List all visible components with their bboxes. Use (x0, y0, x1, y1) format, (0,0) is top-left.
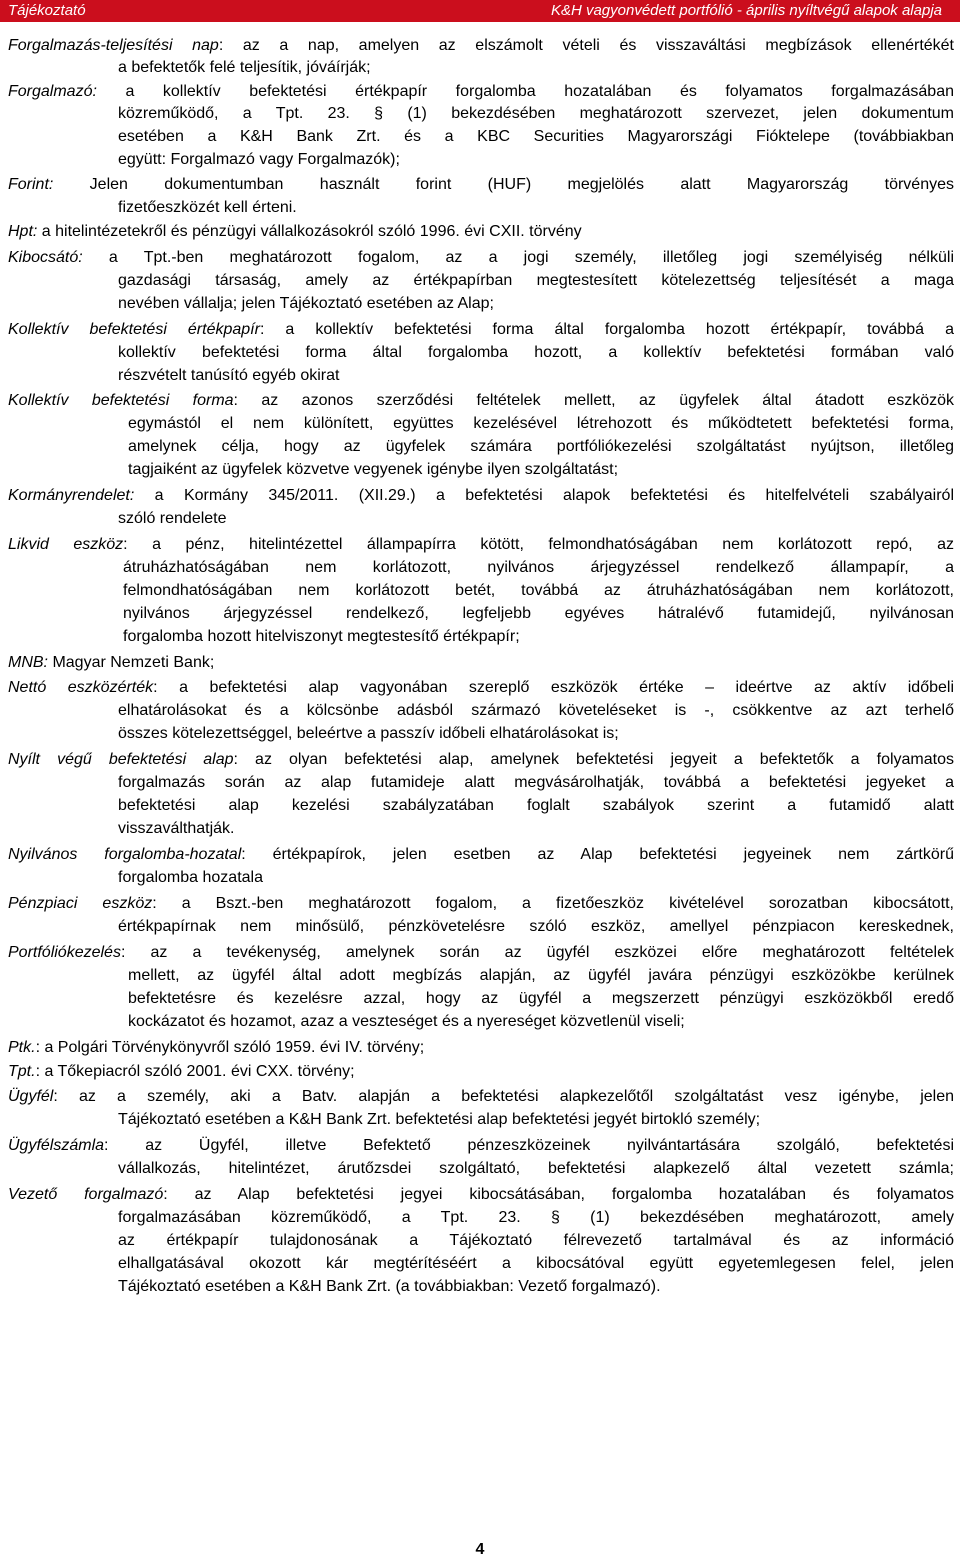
definition-line: Tájékoztató esetében a K&H Bank Zrt. befektetési alap befektetési jegyét birtokló személy; (118, 1111, 761, 1128)
definition-line: egymástól el nem különített, együttes kezelésével létrehozott és működtetett befektetési forma, (128, 415, 954, 432)
definition-line: közreműködő, a Tpt. 23. § (1) bekezdésében meghatározott szervezet, jelen dokumentum (118, 105, 954, 122)
definition-term: Kollektív befektetési forma (8, 392, 234, 409)
definition-line: gazdasági társaság, amely az értékpapírban megtestesített kötelezettség teljesítését a maga (118, 272, 954, 289)
definition-line: forgalmazásában közreműködő, a Tpt. 23. § (1) bekezdésében meghatározott, amely (118, 1209, 954, 1226)
definition-text: : az azonos szerződési feltételek mellett, az ügyfelek által átadott eszközök (233, 392, 954, 409)
definition-text: a kollektív befektetési értékpapír forgalomba hozatalában és folyamatos forgalmazásában (96, 83, 954, 100)
definition-term: Hpt: (8, 223, 38, 240)
definition-line: elhatárolásokat és a kölcsönbe adásból származó követeléseket is -, csökkentve az azt terhelő (118, 702, 954, 719)
definition-text: : az olyan befektetési alap, amelynek befektetési jegyeit a befektetők a folyamatos (233, 751, 954, 768)
definition-line (8, 1085, 954, 1108)
definition-text: Magyar Nemzeti Bank; (48, 654, 215, 671)
definition-text: a Tpt.-ben meghatározott fogalom, az a jogi személy, illetőleg jogi személyiség nélküli (82, 249, 954, 266)
definition-text: : a Tőkepiacról szóló 2001. évi CXX. törvény; (35, 1063, 355, 1080)
definition-line (8, 1060, 708, 1083)
definition-line (8, 1183, 954, 1206)
definition-text: : a Bszt.-ben meghatározott fogalom, a fizetőeszköz kivételével sorozatban kibocsátott, (152, 895, 954, 912)
definition-line: tagjaiként az ügyfelek közvetve vegyenek igénybe ilyen szolgáltatást; (128, 461, 619, 478)
header-right-title: K&H vagyonvédett portfólió - április nyíltvégű alapok alapja (550, 2, 942, 19)
definition-text: Jelen dokumentumban használt forint (HUF) megjelölés alatt Magyarország törvényes (53, 176, 954, 193)
definition-line: nyilvános árjegyzéssel rendelkező, legfeljebb egyéves hátralévő futamidejű, nyilvánosan (123, 605, 954, 622)
definition-line (8, 1134, 954, 1157)
definition-line: elhallgatásával okozott kár megtérítéséért a kibocsátóval együtt egyetemlegesen felel, jelen (118, 1255, 954, 1272)
definition-line: felmondhatóságában nem korlátozott betét, továbbá az átruházhatóságában nem korlátozott, (123, 582, 954, 599)
definition-line: részvételt tanúsító egyéb okirat (118, 367, 340, 384)
definition-line: esetében a K&H Bank Zrt. és a KBC Securities Magyarországi Fióktelepe (továbbiakban (118, 128, 954, 145)
definition-text: : a pénz, hitelintézettel állampapírra kötött, felmondhatóságában nem korlátozott repó, az (123, 536, 954, 553)
definition-line (8, 651, 608, 674)
definition-term: Likvid eszköz (8, 536, 124, 553)
definition-term: Portfóliókezelés (8, 944, 121, 961)
definition-line: átruházhatóságában nem korlátozott, nyilvános árjegyzéssel rendelkező állampapír, a (123, 559, 954, 576)
definition-term: Kormányrendelet: (8, 487, 135, 504)
definition-text: : a Polgári Törvénykönyvről szóló 1959. évi IV. törvény; (35, 1039, 425, 1056)
definition-text: : az Alap befektetési jegyei kibocsátásában, forgalomba hozatalában és folyamatos (163, 1186, 954, 1203)
definition-line (8, 676, 954, 699)
definition-line: értékpapírnak nem minősülő, pénzkövetelésre szóló eszköz, amellyel pénzpiacon kereskednek, (118, 918, 954, 935)
definition-term: Tpt. (8, 1063, 36, 1080)
definition-line (8, 748, 954, 771)
definition-line (8, 941, 954, 964)
definition-term: Ügyfélszámla (8, 1137, 105, 1154)
definition-line: visszaválthatják. (118, 820, 235, 837)
definition-line: az értékpapír tulajdonosának a Tájékoztató félrevezető tartalmával és az információ (118, 1232, 954, 1249)
definition-text: : az a nap, amelyen az elszámolt vételi és visszaváltási megbízások ellenértékét (218, 37, 954, 54)
definition-term: Forgalmazás-teljesítési nap (8, 37, 219, 54)
definition-line: a befektetők felé teljesítik, jóváírják; (118, 59, 371, 76)
definition-line: befektetésre és kezelésre azzal, hogy az ügyfél a megszerzett pénzügyi eszközökből eredő (128, 990, 954, 1007)
definition-line: együtt: Forgalmazó vagy Forgalmazók); (118, 151, 400, 168)
definition-term: Nettó eszközérték (8, 679, 154, 696)
definition-line: forgalomba hozatala (118, 869, 263, 886)
definition-term: Nyilvános forgalomba-hozatal (8, 846, 242, 863)
definition-line (8, 484, 954, 507)
header-left-title: Tájékoztató (8, 2, 86, 19)
definition-line (8, 34, 954, 57)
definition-line (8, 389, 954, 412)
page-number: 4 (475, 1541, 485, 1558)
definition-line: forgalmazás során az alap futamideje alatt megvásárolhatják, továbbá a befektetési jegyeket a (118, 774, 954, 791)
definition-line (8, 220, 954, 243)
definition-text: : a befektetési alap vagyonában szereplő eszközök értéke – ideértve az aktív időbeli (153, 679, 954, 696)
definition-line: befektetési alap kezelési szabályzatában foglalt szabályok szerint a futamidő alatt (118, 797, 954, 814)
definition-line (8, 246, 954, 269)
definition-line (8, 892, 954, 915)
definition-term: Vezető forgalmazó (8, 1186, 164, 1203)
definition-line: vállalkozás, hitelintézet, árutőzsdei szolgáltató, befektetési alapkezelő által vezetett számla; (118, 1160, 954, 1177)
definition-term: Ptk. (8, 1039, 36, 1056)
definition-text: a Kormány 345/2011. (XII.29.) a befektetési alapok befektetési és hitelfelvételi szabályairól (134, 487, 954, 504)
definition-line: amelynek célja, hogy az ügyfelek számára portfóliókezelési szolgáltatást nyújtson, illetőleg (128, 438, 954, 455)
definition-line: mellett, az ügyfél által adott megbízás alapján, az ügyfél javára pénzügyi eszközökbe kerülnek (128, 967, 954, 984)
definition-line (8, 173, 954, 196)
definition-term: Kollektív befektetési értékpapír (8, 321, 260, 338)
definition-term: Nyílt végű befektetési alap (8, 751, 234, 768)
definition-line: Tájékoztató esetében a K&H Bank Zrt. (a továbbiakban: Vezető forgalmazó). (118, 1278, 661, 1295)
definition-line: forgalomba hozott hitelviszonyt megtestesítő értékpapír; (123, 628, 520, 645)
definition-line (8, 1036, 708, 1059)
definition-term: MNB: (8, 654, 48, 671)
definition-line (8, 533, 954, 556)
definition-text: : az a személy, aki a Batv. alapján a befektetési alapkezelőtől szolgáltatást vesz igénybe, jelen (53, 1088, 954, 1105)
definition-line (8, 80, 954, 103)
definition-line: szóló rendelete (118, 510, 227, 527)
definition-line (8, 843, 954, 866)
definition-term: Forgalmazó: (8, 83, 97, 100)
definition-line: fizetőeszközét kell érteni. (118, 199, 297, 216)
definition-text: : az Ügyfél, illetve Befektető pénzeszközeinek nyilvántartására szolgáló, befektetési (104, 1137, 954, 1154)
definition-line: összes kötelezettséggel, beleértve a passzív időbeli elhatárolásokat is; (118, 725, 619, 742)
definition-line: nevében vállalja; jelen Tájékoztató esetében az Alap; (118, 295, 494, 312)
definition-text: a hitelintézetekről és pénzügyi vállalkozásokról szóló 1996. évi CXII. törvény (37, 223, 582, 240)
definition-line (8, 318, 954, 341)
definition-term: Forint: (8, 176, 54, 193)
definition-text: : értékpapírok, jelen esetben az Alap befektetési jegyeinek nem zártkörű (241, 846, 954, 863)
definition-line: kockázatot és hozamot, azaz a veszteséget és a nyereséget közvetlenül viseli; (128, 1013, 685, 1030)
definition-term: Kibocsátó: (8, 249, 83, 266)
definition-text: : a kollektív befektetési forma által forgalomba hozott értékpapír, továbbá a (259, 321, 954, 338)
definition-term: Pénzpiaci eszköz (8, 895, 153, 912)
definition-term: Ügyfél (8, 1088, 54, 1105)
page-header (0, 0, 960, 22)
definition-line: kollektív befektetési forma által forgalomba hozott, a kollektív befektetési formában való (118, 344, 954, 361)
definition-text: : az a tevékenység, amelynek során az ügyfél eszközei előre meghatározott feltételek (120, 944, 954, 961)
